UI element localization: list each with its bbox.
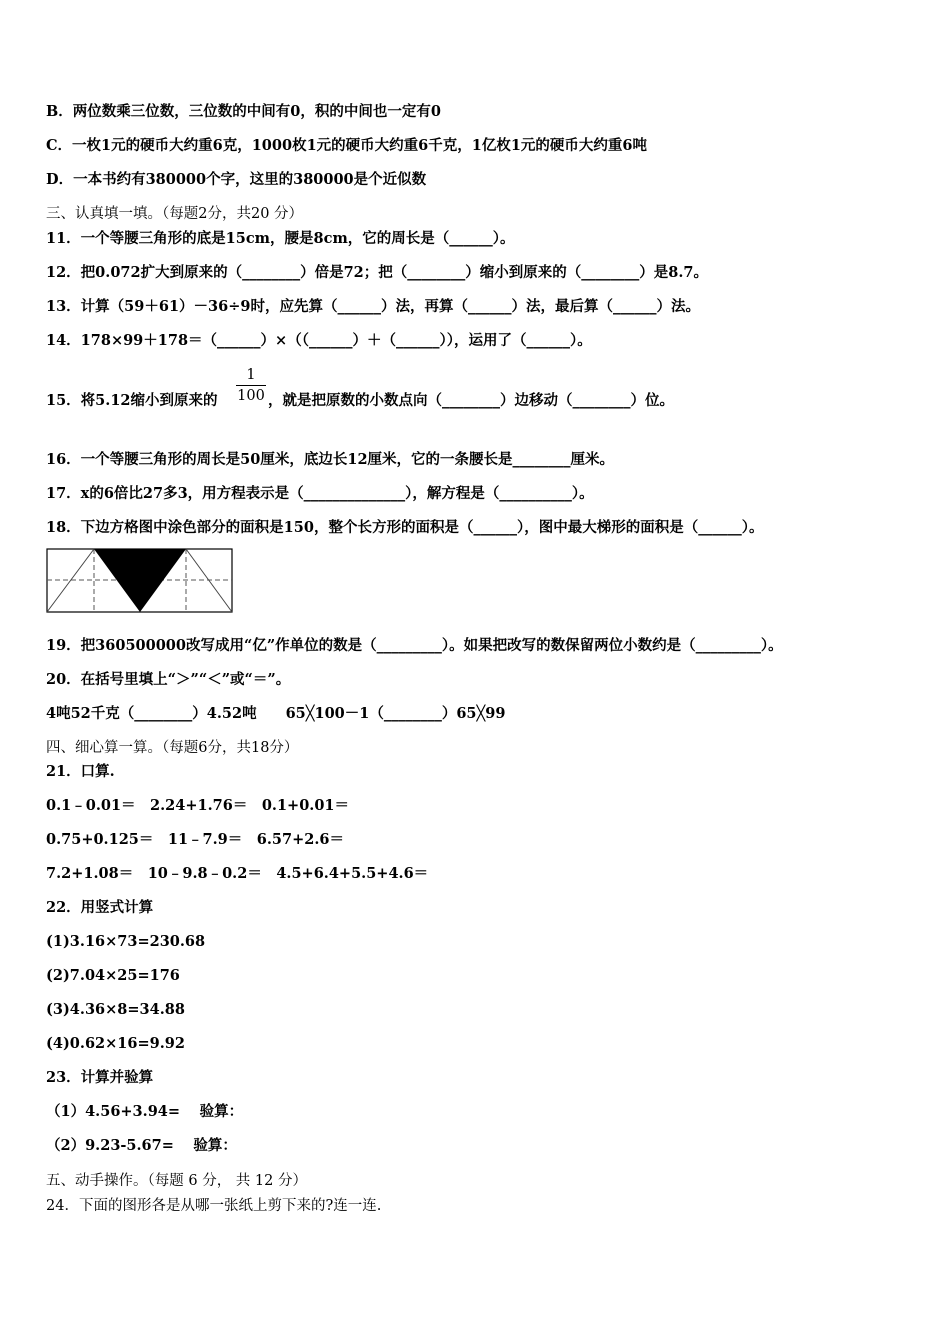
calc-check-1: （1）4.56+3.94= 验算： [46, 1103, 244, 1120]
fraction-one-hundredth [236, 367, 266, 404]
section-3-heading: 三、认真填一填。（每题2分，共20 分） [46, 206, 304, 222]
question-22: 22．用竖式计算 [46, 899, 154, 916]
calc-check-2: （2）9.23-5.67= 验算： [46, 1137, 237, 1154]
figure-left-diagonal [47, 549, 94, 612]
vertical-calc-1: (1)3.16×73=230.68 [46, 933, 206, 950]
question-20-comparisons: 4吨52千克（________）4.52吨 65╳100－1（________）65╳99 [46, 705, 506, 722]
grid-figure [46, 548, 234, 614]
fraction-denominator: 100 [237, 388, 265, 404]
section-4-heading: 四、细心算一算。（每题6分，共18分） [46, 740, 299, 756]
fraction-bar [236, 385, 266, 386]
question-18: 18．下边方格图中涂色部分的面积是150，整个长方形的面积是（______），图中最大梯形的面积是（______）。 [46, 519, 764, 536]
question-17: 17．x的6倍比27多3，用方程表示是（______________），解方程是（__________）。 [46, 485, 594, 502]
question-11: 11．一个等腰三角形的底是15cm，腰是8cm，它的周长是（______）。 [46, 230, 515, 247]
option-d: D．一本书约有380000个字，这里的380000是个近似数 [46, 171, 427, 188]
question-23: 23．计算并验算 [46, 1069, 154, 1086]
fraction-numerator: 1 [246, 367, 256, 383]
question-14: 14．178×99＋178＝（______）×（（______）＋（______）），运用了（______）。 [46, 332, 592, 349]
option-c: C．一枚1元的硬币大约重6克，1000枚1元的硬币大约重6千克，1亿枚1元的硬币大约重6吨 [46, 137, 648, 154]
question-21: 21．口算. [46, 763, 115, 780]
oral-calc-row-2: 0.75+0.125＝ 11﹣7.9＝ 6.57+2.6＝ [46, 831, 344, 848]
oral-calc-row-1: 0.1﹣0.01＝ 2.24+1.76＝ 0.1+0.01＝ [46, 797, 350, 814]
question-15-text-before: 15．将5.12缩小到原来的 [46, 392, 218, 409]
section-5-heading: 五、动手操作。（每题 6 分， 共 12 分） [46, 1173, 307, 1189]
question-15-text-after: ，就是把原数的小数点向（________）边移动（________）位。 [268, 392, 674, 409]
question-13: 13．计算（59＋61）－36÷9时，应先算（______）法，再算（______）法，最后算（______）法。 [46, 298, 700, 315]
question-24: 24．下面的图形各是从哪一张纸上剪下来的?连一连. [46, 1198, 382, 1214]
question-20: 20．在括号里填上“＞”“＜”或“＝”。 [46, 671, 291, 688]
oral-calc-row-3: 7.2+1.08＝ 10﹣9.8﹣0.2＝ 4.5+6.4+5.5+4.6＝ [46, 865, 429, 882]
question-12: 12．把0.072扩大到原来的（________）倍是72；把（________）缩小到原来的（________）是8.7。 [46, 264, 708, 281]
vertical-calc-2: (2)7.04×25=176 [46, 967, 180, 984]
question-16: 16．一个等腰三角形的周长是50厘米，底边长12厘米，它的一条腰长是________厘米。 [46, 451, 615, 468]
question-19: 19．把360500000改写成用“亿”作单位的数是（_________）。如果把改写的数保留两位小数约是（_________）。 [46, 637, 783, 654]
vertical-calc-3: (3)4.36×8=34.88 [46, 1001, 185, 1018]
option-b: B．两位数乘三位数，三位数的中间有0，积的中间也一定有0 [46, 103, 441, 120]
vertical-calc-4: (4)0.62×16=9.92 [46, 1035, 185, 1052]
